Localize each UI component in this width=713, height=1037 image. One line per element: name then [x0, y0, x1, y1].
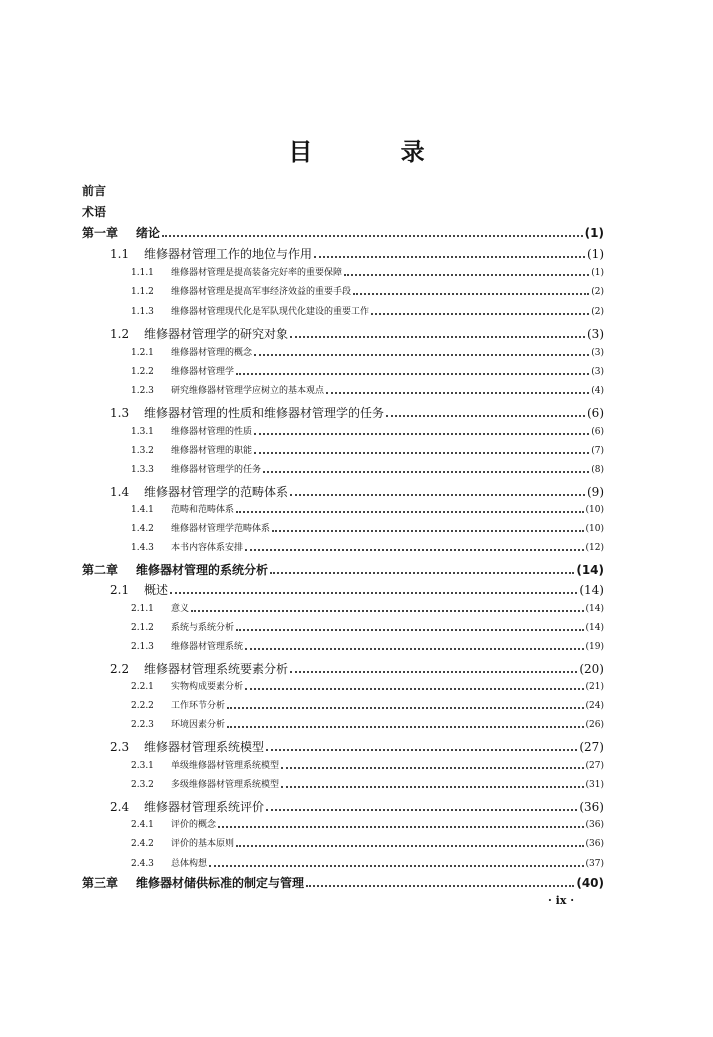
toc-entry[interactable] — [131, 817, 604, 830]
toc-entry-title: 评价的概念 — [171, 820, 217, 830]
toc-entry-number: 1.3 — [110, 406, 130, 420]
toc-entry-number: 2.2 — [110, 662, 130, 676]
toc-entry-title: 环境因素分析 — [171, 720, 226, 730]
toc-leader-dots — [236, 511, 584, 513]
toc-entry-title: 维修器材管理的职能 — [171, 446, 253, 456]
toc-entry[interactable] — [131, 304, 604, 317]
toc-preface[interactable]: 前言 — [82, 184, 107, 198]
toc-entry-page: (14) — [579, 583, 604, 597]
toc-entry-page: (14) — [585, 604, 604, 614]
toc-entry-number: 第一章 — [82, 226, 119, 240]
toc-entry[interactable] — [131, 758, 604, 771]
toc-entry[interactable] — [131, 364, 604, 377]
toc-entry-page: (10) — [585, 505, 604, 515]
toc-leader-dots — [227, 707, 584, 709]
toc-entry-page: (36) — [579, 800, 604, 814]
toc-entry[interactable] — [110, 798, 604, 815]
toc-leader-dots — [162, 235, 583, 237]
toc-entry-page: (8) — [591, 465, 604, 475]
toc-leader-dots — [306, 885, 574, 887]
toc-entry-page: (24) — [585, 701, 604, 711]
toc-entry-page: (4) — [591, 386, 604, 396]
toc-leader-dots — [245, 549, 584, 551]
toc-leader-dots — [191, 610, 584, 612]
toc-entry-page: (10) — [585, 524, 604, 534]
toc-entry[interactable] — [131, 345, 604, 358]
toc-entry-number: 1.3.2 — [131, 446, 154, 456]
toc-entry-title: 系统与系统分析 — [171, 623, 235, 633]
toc-entry-title: 维修器材管理系统 — [171, 642, 244, 652]
toc-entry[interactable] — [110, 660, 604, 677]
toc-leader-dots — [290, 494, 585, 496]
toc-leader-dots — [170, 592, 577, 594]
toc-entry-number: 2.1.3 — [131, 642, 154, 652]
toc-entry-number: 2.1.2 — [131, 623, 154, 633]
toc-entry-page: (36) — [585, 839, 604, 849]
toc-leader-dots — [245, 648, 584, 650]
toc-entry-number: 1.4.1 — [131, 505, 154, 515]
toc-entry-title: 维修器材管理的系统分析 — [136, 563, 269, 577]
toc-entry[interactable] — [82, 224, 604, 241]
toc-entry[interactable] — [110, 325, 604, 342]
toc-entry-number: 2.3.1 — [131, 761, 154, 771]
toc-entry-page: (9) — [587, 485, 604, 499]
toc-entry-title: 总体构想 — [171, 859, 208, 869]
toc-leader-dots — [272, 530, 584, 532]
toc-entry-number: 2.4.3 — [131, 859, 154, 869]
toc-entry[interactable] — [131, 717, 604, 730]
toc-entry-title: 维修器材管理学的研究对象 — [144, 327, 289, 341]
toc-leader-dots — [236, 845, 584, 847]
toc-entry-number: 2.4.2 — [131, 839, 154, 849]
toc-entry[interactable] — [110, 483, 604, 500]
toc-leader-dots — [290, 671, 577, 673]
toc-leader-dots — [281, 786, 584, 788]
toc-entry-title: 单级维修器材管理系统模型 — [171, 761, 280, 771]
toc-entry-number: 2.2.1 — [131, 682, 154, 692]
toc-entry-number: 1.1.2 — [131, 287, 154, 297]
toc-leader-dots — [254, 452, 589, 454]
toc-entry-page: (6) — [591, 427, 604, 437]
toc-entry-title: 维修器材管理学的范畴体系 — [144, 485, 289, 499]
toc-entry-page: (14) — [585, 623, 604, 633]
toc-entry-page: (2) — [591, 307, 604, 317]
toc-entry-title: 工作环节分析 — [171, 701, 226, 711]
toc-entry-page: (3) — [591, 348, 604, 358]
toc-entry-page: (31) — [585, 780, 604, 790]
toc-entry[interactable] — [110, 581, 604, 598]
toc-entry-title: 维修器材管理系统模型 — [144, 740, 265, 754]
toc-entry-title: 多级维修器材管理系统模型 — [171, 780, 280, 790]
toc-leader-dots — [344, 274, 589, 276]
toc-entry-title: 维修器材管理的性质 — [171, 427, 253, 437]
toc-entry-page: (26) — [585, 720, 604, 730]
toc-entry[interactable] — [131, 443, 604, 456]
toc-entry-number: 1.4.3 — [131, 543, 154, 553]
toc-entry-number: 2.4.1 — [131, 820, 154, 830]
toc-entry-number: 1.1.1 — [131, 268, 154, 278]
toc-leader-dots — [227, 726, 584, 728]
toc-entry-number: 1.2 — [110, 327, 130, 341]
toc-entry-page: (7) — [591, 446, 604, 456]
toc-entry-page: (27) — [585, 761, 604, 771]
toc-entry[interactable] — [131, 521, 604, 534]
toc-entry[interactable] — [131, 383, 604, 396]
toc-leader-dots — [290, 336, 585, 338]
toc-entry-title: 实物构成要素分析 — [171, 682, 244, 692]
toc-entry-title: 维修器材储供标准的制定与管理 — [136, 876, 305, 890]
toc-entry-title: 维修器材管理的概念 — [171, 348, 253, 358]
toc-entry-number: 2.3.2 — [131, 780, 154, 790]
toc-entry[interactable] — [131, 601, 604, 614]
toc-entry[interactable] — [110, 245, 604, 262]
toc-entry-page: (3) — [591, 367, 604, 377]
toc-entry-page: (1) — [584, 226, 604, 240]
toc-entry[interactable] — [131, 502, 604, 515]
toc-glossary[interactable]: 术语 — [82, 205, 107, 219]
toc-entry-number: 1.4.2 — [131, 524, 154, 534]
toc-leader-dots — [254, 354, 589, 356]
toc-leader-dots — [270, 572, 574, 574]
toc-entry-number: 第三章 — [82, 876, 119, 890]
toc-entry-page: (27) — [579, 740, 604, 754]
toc-entry-title: 维修器材管理的性质和维修器材管理学的任务 — [144, 406, 385, 420]
toc-entry-title: 维修器材管理工作的地位与作用 — [144, 247, 313, 261]
toc-leader-dots — [218, 826, 584, 828]
toc-entry-number: 1.3.1 — [131, 427, 154, 437]
toc-entry-title: 范畴和范畴体系 — [171, 505, 235, 515]
toc-leader-dots — [371, 313, 589, 315]
toc-entry-page: (3) — [587, 327, 604, 341]
toc-entry-number: 1.3.3 — [131, 465, 154, 475]
toc-entry[interactable] — [131, 856, 604, 869]
toc-entry-page: (19) — [585, 642, 604, 652]
toc-leader-dots — [326, 392, 589, 394]
toc-entry-title: 意义 — [171, 604, 190, 614]
toc-entry-page: (1) — [591, 268, 604, 278]
toc-entry-page: (37) — [585, 859, 604, 869]
toc-entry-number: 2.4 — [110, 800, 130, 814]
toc-entry-page: (14) — [576, 563, 604, 577]
toc-entry-number: 2.2.3 — [131, 720, 154, 730]
toc-entry-title: 维修器材管理系统评价 — [144, 800, 265, 814]
toc-entry[interactable] — [131, 284, 604, 297]
toc-leader-dots — [266, 749, 577, 751]
toc-entry-page: (2) — [591, 287, 604, 297]
toc-entry-number: 2.2.2 — [131, 701, 154, 711]
toc-entry-number: 1.1 — [110, 247, 130, 261]
toc-entry-page: (21) — [585, 682, 604, 692]
toc-leader-dots — [254, 433, 589, 435]
toc-entry-title: 维修器材管理是提高军事经济效益的重要手段 — [171, 287, 352, 297]
toc-entry-title: 维修器材管理系统要素分析 — [144, 662, 289, 676]
toc-entry[interactable] — [131, 836, 604, 849]
toc-leader-dots — [281, 767, 584, 769]
toc-entry-title: 维修器材管理学 — [171, 367, 235, 377]
toc-leader-dots — [386, 415, 585, 417]
toc-entry-number: 1.4 — [110, 485, 130, 499]
toc-entry-number: 1.1.3 — [131, 307, 154, 317]
toc-entry-title: 本书内容体系安排 — [171, 543, 244, 553]
toc-entry-page: (12) — [585, 543, 604, 553]
toc-leader-dots — [236, 629, 584, 631]
toc-leader-dots — [266, 809, 577, 811]
toc-leader-dots — [236, 373, 589, 375]
toc-entry[interactable] — [82, 874, 604, 891]
toc-leader-dots — [314, 256, 585, 258]
toc-entry[interactable] — [131, 777, 604, 790]
toc-leader-dots — [353, 293, 589, 295]
page-number: · ix · — [548, 894, 575, 907]
toc-entry-title: 维修器材管理现代化是军队现代化建设的重要工作 — [171, 307, 370, 317]
toc-entry[interactable] — [131, 265, 604, 278]
toc-entry-number: 1.2.3 — [131, 386, 154, 396]
toc-entry-number: 2.1 — [110, 583, 130, 597]
page-title: 目 录 — [288, 138, 465, 166]
toc-leader-dots — [209, 865, 584, 867]
toc-entry[interactable] — [110, 404, 604, 421]
toc-leader-dots — [263, 471, 589, 473]
toc-entry-title: 维修器材管理学范畴体系 — [171, 524, 271, 534]
toc-entry[interactable] — [131, 639, 604, 652]
toc-entry[interactable] — [131, 620, 604, 633]
toc-entry-page: (36) — [585, 820, 604, 830]
toc-entry-title: 绪论 — [136, 226, 161, 240]
toc-entry-title: 概述 — [144, 583, 169, 597]
toc-entry-page: (20) — [579, 662, 604, 676]
toc-entry[interactable] — [131, 540, 604, 553]
toc-entry-number: 1.2.1 — [131, 348, 154, 358]
toc-entry[interactable] — [131, 679, 604, 692]
toc-entry[interactable] — [110, 738, 604, 755]
toc-entry-number: 1.2.2 — [131, 367, 154, 377]
toc-entry-page: (6) — [587, 406, 604, 420]
toc-entry-title: 维修器材管理学的任务 — [171, 465, 262, 475]
toc-entry[interactable] — [131, 698, 604, 711]
toc-entry-page: (40) — [576, 876, 604, 890]
toc-entry[interactable] — [131, 462, 604, 475]
toc-entry-title: 研究维修器材管理学应树立的基本观点 — [171, 386, 325, 396]
toc-entry[interactable] — [82, 561, 604, 578]
toc-entry-title: 维修器材管理是提高装备完好率的重要保障 — [171, 268, 343, 278]
toc-leader-dots — [245, 688, 584, 690]
toc-entry-page: (1) — [587, 247, 604, 261]
toc-entry-number: 2.3 — [110, 740, 130, 754]
toc-entry[interactable] — [131, 424, 604, 437]
toc-entry-title: 评价的基本原则 — [171, 839, 235, 849]
toc-entry-number: 第二章 — [82, 563, 119, 577]
toc-entry-number: 2.1.1 — [131, 604, 154, 614]
